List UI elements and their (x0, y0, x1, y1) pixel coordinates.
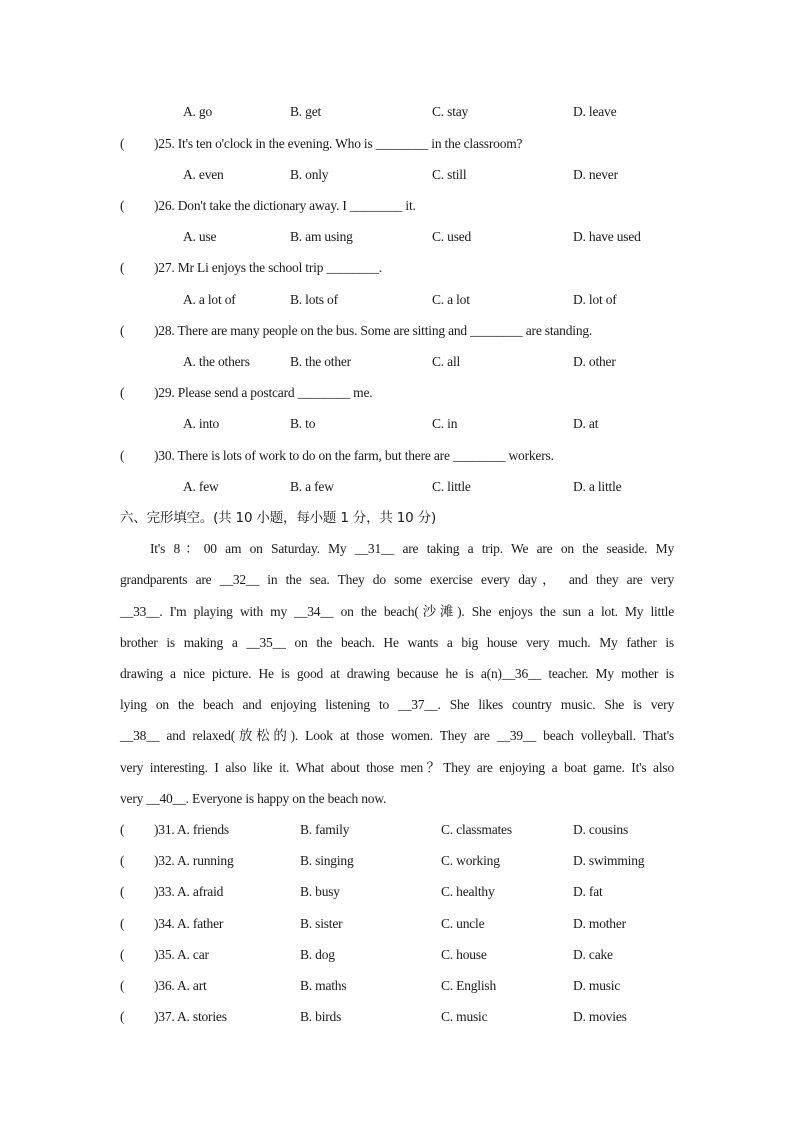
option-a: A. even (183, 167, 224, 182)
option-c: C. used (432, 229, 472, 244)
option-b: B. the other (290, 354, 351, 369)
passage-text: very interesting. I also like it. What about those men？They are enjoying a boat game. It's also (120, 760, 674, 775)
question-stem: )35. A. car (154, 947, 209, 962)
option-d: D. swimming (573, 853, 645, 868)
question-stem: )33. A. afraid (154, 884, 224, 899)
option-b: B. lots of (290, 292, 338, 307)
option-d: D. a little (573, 479, 622, 494)
cloze-question-35 (0, 945, 794, 965)
option-c: C. healthy (441, 884, 495, 899)
question-stem: )31. A. friends (154, 822, 229, 837)
question-27 (0, 258, 794, 278)
cloze-question-37 (0, 1007, 794, 1027)
cloze-question-33 (0, 882, 794, 902)
option-b: B. am using (290, 229, 353, 244)
cloze-question-34 (0, 914, 794, 934)
passage-line (0, 539, 794, 559)
answer-bracket: ( (120, 1009, 125, 1024)
section-heading-row (0, 508, 794, 528)
option-b: B. sister (300, 916, 343, 931)
option-b: B. maths (300, 978, 347, 993)
answer-bracket: ( (120, 198, 125, 213)
option-row-29 (0, 414, 794, 434)
cloze-question-31 (0, 820, 794, 840)
question-stem: )29. Please send a postcard ________ me. (154, 385, 373, 400)
passage-line (0, 789, 794, 809)
option-b: B. singing (300, 853, 354, 868)
question-30 (0, 446, 794, 466)
option-row-30 (0, 477, 794, 497)
option-row-28 (0, 352, 794, 372)
option-b: B. birds (300, 1009, 342, 1024)
option-row-25 (0, 165, 794, 185)
option-b: B. only (290, 167, 329, 182)
answer-bracket: ( (120, 978, 125, 993)
answer-bracket: ( (120, 448, 125, 463)
section-heading: 六、完形填空。(共 10 小题，每小题 1 分，共 10 分) (120, 510, 437, 526)
question-stem: )27. Mr Li enjoys the school trip ________. (154, 260, 382, 275)
option-c: C. classmates (441, 822, 512, 837)
question-stem: )32. A. running (154, 853, 234, 868)
option-d: D. have used (573, 229, 641, 244)
option-b: B. a few (290, 479, 334, 494)
question-stem: )30. There is lots of work to do on the farm, but there are ________ workers. (154, 448, 554, 463)
option-d: D. music (573, 978, 621, 993)
passage-line (0, 726, 794, 746)
passage-line (0, 664, 794, 684)
option-c: C. stay (432, 104, 469, 119)
question-stem: )28. There are many people on the bus. Some are sitting and ________ are standing. (154, 323, 593, 338)
passage-line (0, 758, 794, 778)
passage-text: grandparents are __32__ in the sea. They do some exercise every day， and they are very (120, 572, 674, 587)
option-c: C. little (432, 479, 471, 494)
option-c: C. a lot (432, 292, 470, 307)
option-c: C. house (441, 947, 487, 962)
answer-bracket: ( (120, 260, 125, 275)
question-28 (0, 321, 794, 341)
question-stem: )34. A. father (154, 916, 224, 931)
answer-bracket: ( (120, 884, 125, 899)
option-b: B. family (300, 822, 350, 837)
passage-line (0, 570, 794, 590)
passage-text: __33__. I'm playing with my __34__ on the beach(沙滩). She enjoys the sun a lot. My little (120, 604, 674, 619)
question-25 (0, 134, 794, 154)
question-stem: )36. A. art (154, 978, 207, 993)
cloze-question-32 (0, 851, 794, 871)
option-c: C. in (432, 416, 458, 431)
passage-text: It's 8：00 am on Saturday. My __31__ are taking a trip. We are on the seaside. My (150, 541, 674, 556)
option-d: D. cousins (573, 822, 628, 837)
passage-line (0, 602, 794, 622)
passage-text: drawing a nice picture. He is good at drawing because he is a(n)__36__ teacher. My mother is (120, 666, 674, 681)
option-d: D. at (573, 416, 599, 431)
answer-bracket: ( (120, 385, 125, 400)
answer-bracket: ( (120, 853, 125, 868)
passage-line (0, 633, 794, 653)
answer-bracket: ( (120, 916, 125, 931)
option-b: B. busy (300, 884, 340, 899)
question-stem: )25. It's ten o'clock in the evening. Who is ________ in the classroom? (154, 136, 523, 151)
passage-text: lying on the beach and enjoying listening to __37__. She likes country music. She is very (120, 697, 674, 712)
option-a: A. use (183, 229, 217, 244)
option-d: D. never (573, 167, 618, 182)
passage-line (0, 695, 794, 715)
option-d: D. mother (573, 916, 626, 931)
option-c: C. music (441, 1009, 488, 1024)
option-a: A. go (183, 104, 212, 119)
option-a: A. the others (183, 354, 250, 369)
question-stem: )26. Don't take the dictionary away. I ________ it. (154, 198, 416, 213)
option-d: D. fat (573, 884, 603, 899)
option-c: C. still (432, 167, 467, 182)
option-d: D. lot of (573, 292, 617, 307)
option-c: C. uncle (441, 916, 485, 931)
passage-text: brother is making a __35__ on the beach. He wants a big house very much. My father is (120, 635, 674, 650)
option-b: B. dog (300, 947, 335, 962)
answer-bracket: ( (120, 323, 125, 338)
option-a: A. into (183, 416, 220, 431)
option-b: B. get (290, 104, 322, 119)
option-row-26 (0, 227, 794, 247)
cloze-question-36 (0, 976, 794, 996)
option-d: D. movies (573, 1009, 627, 1024)
option-c: C. working (441, 853, 500, 868)
option-a: A. a lot of (183, 292, 236, 307)
question-26 (0, 196, 794, 216)
option-row-27 (0, 290, 794, 310)
option-d: D. cake (573, 947, 613, 962)
option-d: D. leave (573, 104, 617, 119)
question-stem: )37. A. stories (154, 1009, 227, 1024)
question-29 (0, 383, 794, 403)
option-b: B. to (290, 416, 316, 431)
option-c: C. all (432, 354, 461, 369)
answer-bracket: ( (120, 822, 125, 837)
option-a: A. few (183, 479, 219, 494)
passage-text: very __40__. Everyone is happy on the beach now. (120, 791, 387, 806)
option-row-24 (0, 102, 794, 122)
answer-bracket: ( (120, 136, 125, 151)
option-d: D. other (573, 354, 616, 369)
answer-bracket: ( (120, 947, 125, 962)
passage-text: __38__ and relaxed(放松的). Look at those women. They are __39__ beach volleyball. That's (120, 728, 674, 743)
option-c: C. English (441, 978, 497, 993)
